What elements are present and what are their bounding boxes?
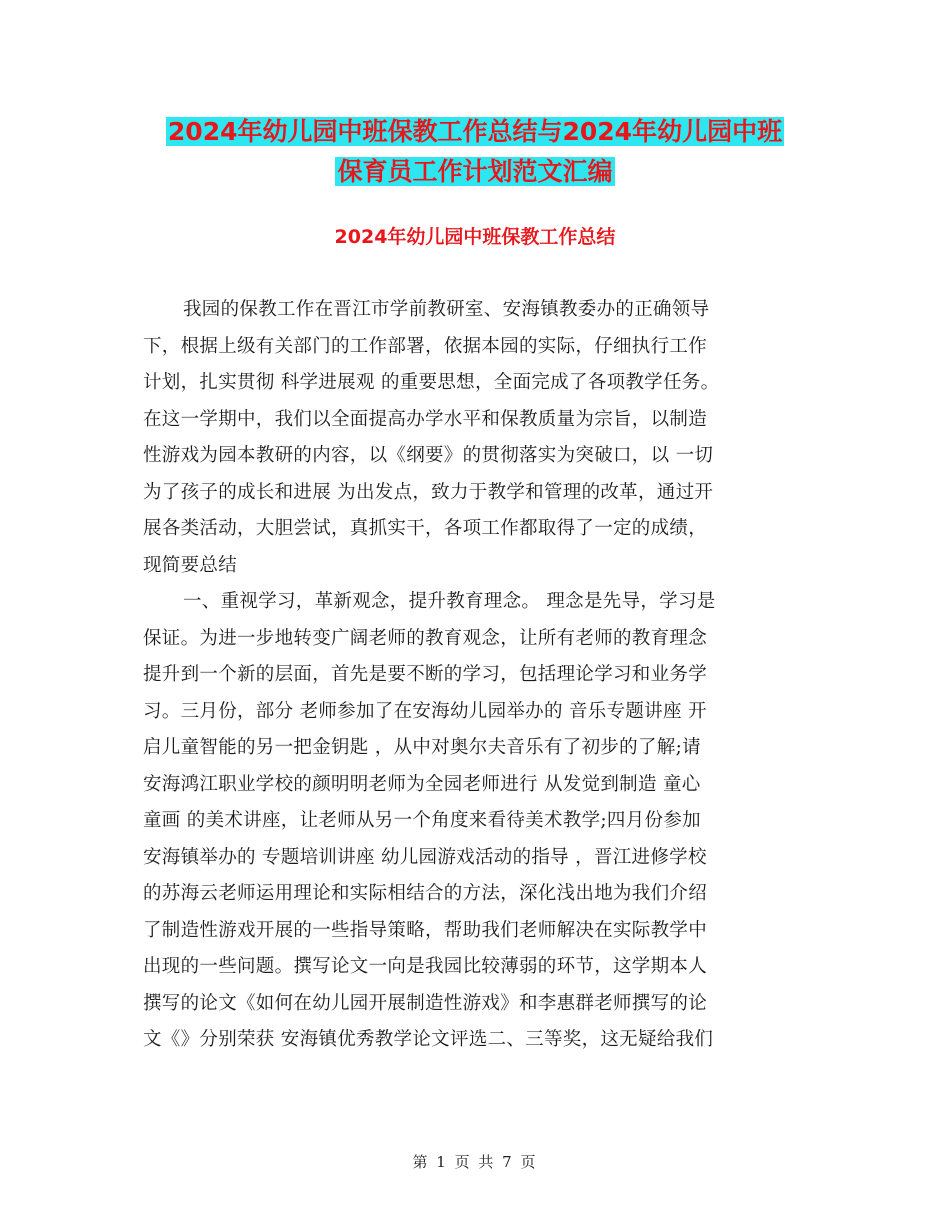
body-line: 童画 的美术讲座，让老师从另一个角度来看待美术教学;四月份参加 (143, 810, 701, 831)
body-line: 下，根据上级有关部门的工作部署，依据本园的实际，仔细执行工作 (143, 335, 708, 357)
body-line: 在这一学期中，我们以全面提高办学水平和保教质量为宗旨，以制造 (143, 408, 708, 430)
body-line: 一、重视学习，革新观念，提升教育理念。 理念是先导，学习是 (183, 591, 716, 612)
page-footer: 第 1 页 共 7 页 (412, 1153, 538, 1171)
body-line: 出现的一些问题。撰写论文一向是我园比较薄弱的环节，这学期本人 (143, 956, 708, 977)
body-line: 我园的保教工作在晋江市学前教研室、安海镇教委办的正确领导 (183, 299, 710, 320)
body-line: 习。三月份，部分 老师参加了在安海幼儿园举办的 音乐专题讲座 开 (143, 700, 707, 722)
body-line: 现简要总结 (143, 554, 238, 576)
body-line: 启儿童智能的另一把金钥匙 ，从中对奥尔夫音乐有了初步的了解;请 (143, 737, 701, 758)
body-line: 了制造性游戏开展的一些指导策略，帮助我们老师解决在实际教学中 (143, 919, 708, 941)
body-line: 为了孩子的成长和进展 为出发点，致力于教学和管理的改革，通过开 (143, 481, 714, 503)
section-title: 2024年幼儿园中班保教工作总结 (334, 226, 616, 248)
document-title-line-1: 2024年幼儿园中班保教工作总结与2024年幼儿园中班 (167, 117, 783, 146)
body-line: 撰写的论文《如何在幼儿园开展制造性游戏》和李惠群老师撰写的论 (143, 992, 708, 1014)
body-line: 计划，扎实贯彻 科学进展观 的重要思想，全面完成了各项教学任务。 (143, 372, 720, 393)
body-text (143, 292, 809, 1059)
body-line: 文《》分别荣获 安海镇优秀教学论文评选二、三等奖，这无疑给我们 (143, 1029, 714, 1050)
document-title (0, 112, 950, 192)
body-line: 安海镇举办的 专题培训讲座 幼儿园游戏活动的指导 ，晋江进修学校 (143, 846, 707, 868)
body-line: 提升到一个新的层面，首先是要不断的学习，包括理论学习和业务学 (143, 664, 708, 685)
body-line: 保证。为进一步地转变广阔老师的教育观念，让所有老师的教育理念 (143, 627, 708, 649)
document-title-line-2: 保育员工作计划范文汇编 (337, 157, 613, 186)
body-line: 的苏海云老师运用理论和实际相结合的方法，深化浅出地为我们介绍 (143, 883, 708, 904)
body-line: 展各类活动，大胆尝试，真抓实干，各项工作都取得了一定的成绩， (143, 518, 708, 539)
body-line: 性游戏为园本教研的内容，以《纲要》的贯彻落实为突破口，以 一切 (143, 445, 714, 466)
body-line: 安海鸿江职业学校的颜明明老师为全园老师进行 从发觉到制造 童心 (143, 773, 701, 795)
